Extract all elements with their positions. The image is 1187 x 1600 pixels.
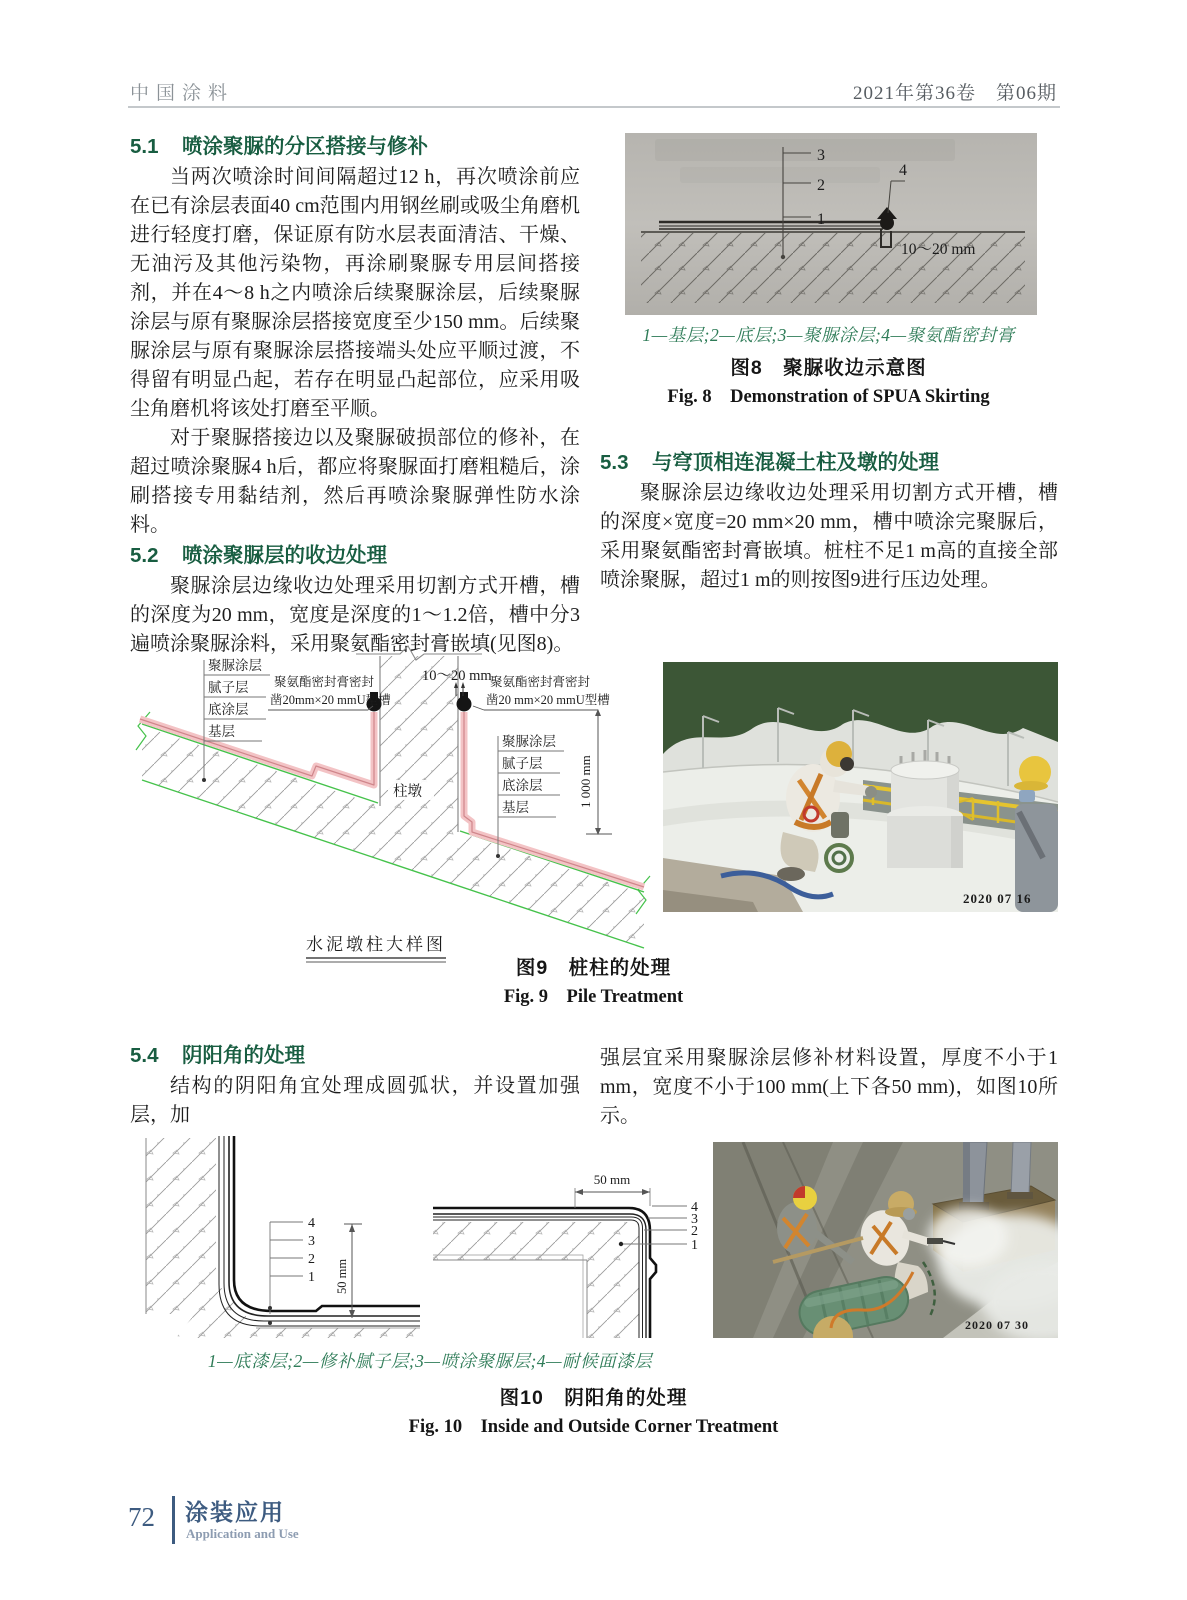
section-title: 喷涂聚脲层的收边处理 — [182, 544, 387, 567]
figure-10-outside-corner-drawing — [425, 1138, 715, 1340]
section-number: 5.1 — [130, 135, 159, 158]
callout-4: 4 — [691, 1200, 698, 1215]
footer-column-cn: 涂装应用 — [185, 1499, 285, 1525]
figure-8-caption-cn: 图8 聚脲收边示意图 — [730, 357, 927, 379]
sealant-note: 聚氨酯密封膏密封 — [274, 675, 375, 689]
layer-label: 底涂层 — [208, 702, 249, 717]
wall-hatch — [146, 1138, 216, 1314]
layer-label: 腻子层 — [502, 756, 543, 771]
journal-name: 中国涂料 — [130, 83, 235, 104]
section-5-1-paragraph-2: 对于聚脲搭接边以及聚脲破损部位的修补，在超过喷涂聚脲4 h后，都应将聚脲面打磨粗糙后，涂刷搭接专用黏结剂，然后再喷涂聚脲弹性防水涂料。 — [130, 427, 580, 536]
section-5-2-heading — [130, 541, 580, 571]
callout-1: 1 — [817, 211, 825, 228]
section-5-4-paragraph-left: 结构的阴阳角宜处理成圆弧状，并设置加强层，加 — [130, 1075, 580, 1126]
callout-2: 2 — [308, 1252, 315, 1267]
figure-9-caption-cn: 图9 桩柱的处理 — [515, 957, 672, 979]
figure-10-legend: 1—底漆层;2—修补腻子层;3—喷涂聚脲层;4—耐候面漆层 — [207, 1351, 653, 1371]
section-5-2-paragraph-1: 聚脲涂层边缘收边处理采用切割方式开槽，槽的深度为20 mm，宽度是深度的1～1.2倍，槽中分3遍喷涂聚脲涂料，采用聚氨酯密封膏嵌填(见图8)。 — [130, 575, 580, 655]
layer-label: 底涂层 — [502, 778, 543, 793]
figure-8-legend: 1—基层;2—底层;3—聚脲涂层;4—聚氨酯密封膏 — [642, 325, 1015, 345]
figure-8-image — [625, 133, 1037, 315]
callout-3: 3 — [817, 147, 825, 164]
page-number: 72 — [128, 1502, 155, 1532]
pier-label: 柱墩 — [393, 784, 422, 800]
figure-8-caption-en: Fig. 8 Demonstration of SPUA Skirting — [667, 387, 990, 407]
section-5-4-heading — [130, 1041, 580, 1071]
callout-1: 1 — [691, 1238, 698, 1253]
photo-timestamp: 2020 07 30 — [965, 1318, 1029, 1332]
figure-9-caption-en: Fig. 9 Pile Treatment — [503, 987, 684, 1007]
dimension-label: 10～20 mm — [901, 241, 976, 258]
height-dimension: 1 000 mm — [578, 755, 593, 808]
layer-label: 基层 — [208, 724, 235, 739]
section-5-4-right — [600, 1044, 1058, 1131]
coating-layers — [234, 1136, 420, 1311]
section-5-4-left — [130, 1040, 580, 1130]
callout-4: 4 — [308, 1216, 315, 1231]
spray-gun — [927, 1238, 943, 1244]
section-title: 喷涂聚脲的分区搭接与修补 — [182, 135, 428, 158]
slab-wall-hatch — [433, 1222, 639, 1338]
left-column — [130, 131, 580, 659]
figure-9-photo — [663, 662, 1058, 912]
callout-2: 2 — [691, 1224, 698, 1239]
callout-3: 3 — [691, 1212, 698, 1227]
section-5-3-paragraph-1: 聚脲涂层边缘收边处理采用切割方式开槽，槽的深度×宽度=20 mm×20 mm，槽中喷涂完聚脲后，采用聚氨酯密封膏嵌填。桩柱不足1 m高的直接全部喷涂聚脲，超过1 m的则按图9进行压边处理。 — [600, 482, 1058, 591]
footer-column-en: Application and Use — [186, 1526, 299, 1541]
dimension-50mm: 50 mm — [593, 1172, 631, 1187]
callout-4: 4 — [899, 162, 907, 179]
pier-stub — [887, 750, 963, 868]
figure-9-drawing — [128, 634, 658, 966]
section-5-1-heading — [130, 132, 580, 162]
groove-note: 凿20 mm×20 mmU型槽 — [486, 693, 610, 707]
figure-8-drawing — [625, 133, 1037, 315]
layer-label: 腻子层 — [208, 680, 249, 695]
section-5-1-paragraph-1: 当两次喷涂时间间隔超过12 h，再次喷涂前应在已有涂层表面40 cm范围内用钢丝刷或吸尘角磨机进行轻度打磨，保证原有防水层表面清洁、干燥、无油污及其他污染物，再涂刷聚脲专用层间搭接剂，并在4～8 h之内喷涂后续聚脲涂层，后续聚脲涂层与原有聚脲涂层搭接宽度至少150 mm。后续聚脲涂层与原有聚脲涂层搭接端头处应平顺过渡，不得留有明显凸起，若存在明显凸起部位，应采用吸尘角磨机将该处打磨至平顺。 — [130, 166, 580, 420]
gap-dimension: 10～20 mm — [422, 668, 492, 684]
callout-2: 2 — [817, 177, 825, 194]
section-title: 与穹顶相连混凝土柱及墩的处理 — [652, 451, 939, 474]
figure-10-photo — [713, 1142, 1058, 1338]
figure-10-inside-corner-drawing — [140, 1136, 420, 1338]
layer-label: 聚脲涂层 — [208, 658, 262, 673]
section-number: 5.3 — [600, 451, 629, 474]
figure-10-caption-en: Fig. 10 Inside and Outside Corner Treatment — [408, 1417, 779, 1437]
drawing-title: 水泥墩柱大样图 — [306, 935, 446, 954]
dome-shell-hatch — [142, 726, 380, 860]
section-number: 5.2 — [130, 544, 159, 567]
section-title: 阴阳角的处理 — [182, 1044, 305, 1067]
column-break-symbol — [356, 646, 482, 660]
groove-note: 凿20mm×20 mmU型槽 — [270, 693, 391, 707]
figure-10-caption-cn: 图10 阴阳角的处理 — [499, 1387, 688, 1409]
header-rule — [128, 106, 1060, 108]
issue-info: 2021年第36卷 第06期 — [852, 83, 1057, 104]
layer-label: 聚脲涂层 — [502, 734, 556, 749]
photo-timestamp: 2020 07 16 — [963, 891, 1032, 906]
callout-3: 3 — [308, 1234, 315, 1249]
layer-label: 基层 — [502, 800, 529, 815]
callout-1: 1 — [308, 1270, 315, 1285]
section-number: 5.4 — [130, 1044, 159, 1067]
sealant-note: 聚氨酯密封膏密封 — [490, 675, 591, 689]
section-5-3-heading — [600, 448, 1058, 478]
dimension-50mm: 50 mm — [335, 1258, 349, 1294]
section-5-4-paragraph-right: 强层宜采用聚脲涂层修补材料设置，厚度不小于1 mm，宽度不小于100 mm(上下各50 mm)，如图10所示。 — [600, 1047, 1058, 1127]
right-column — [600, 447, 1058, 595]
footer-divider — [172, 1496, 175, 1544]
